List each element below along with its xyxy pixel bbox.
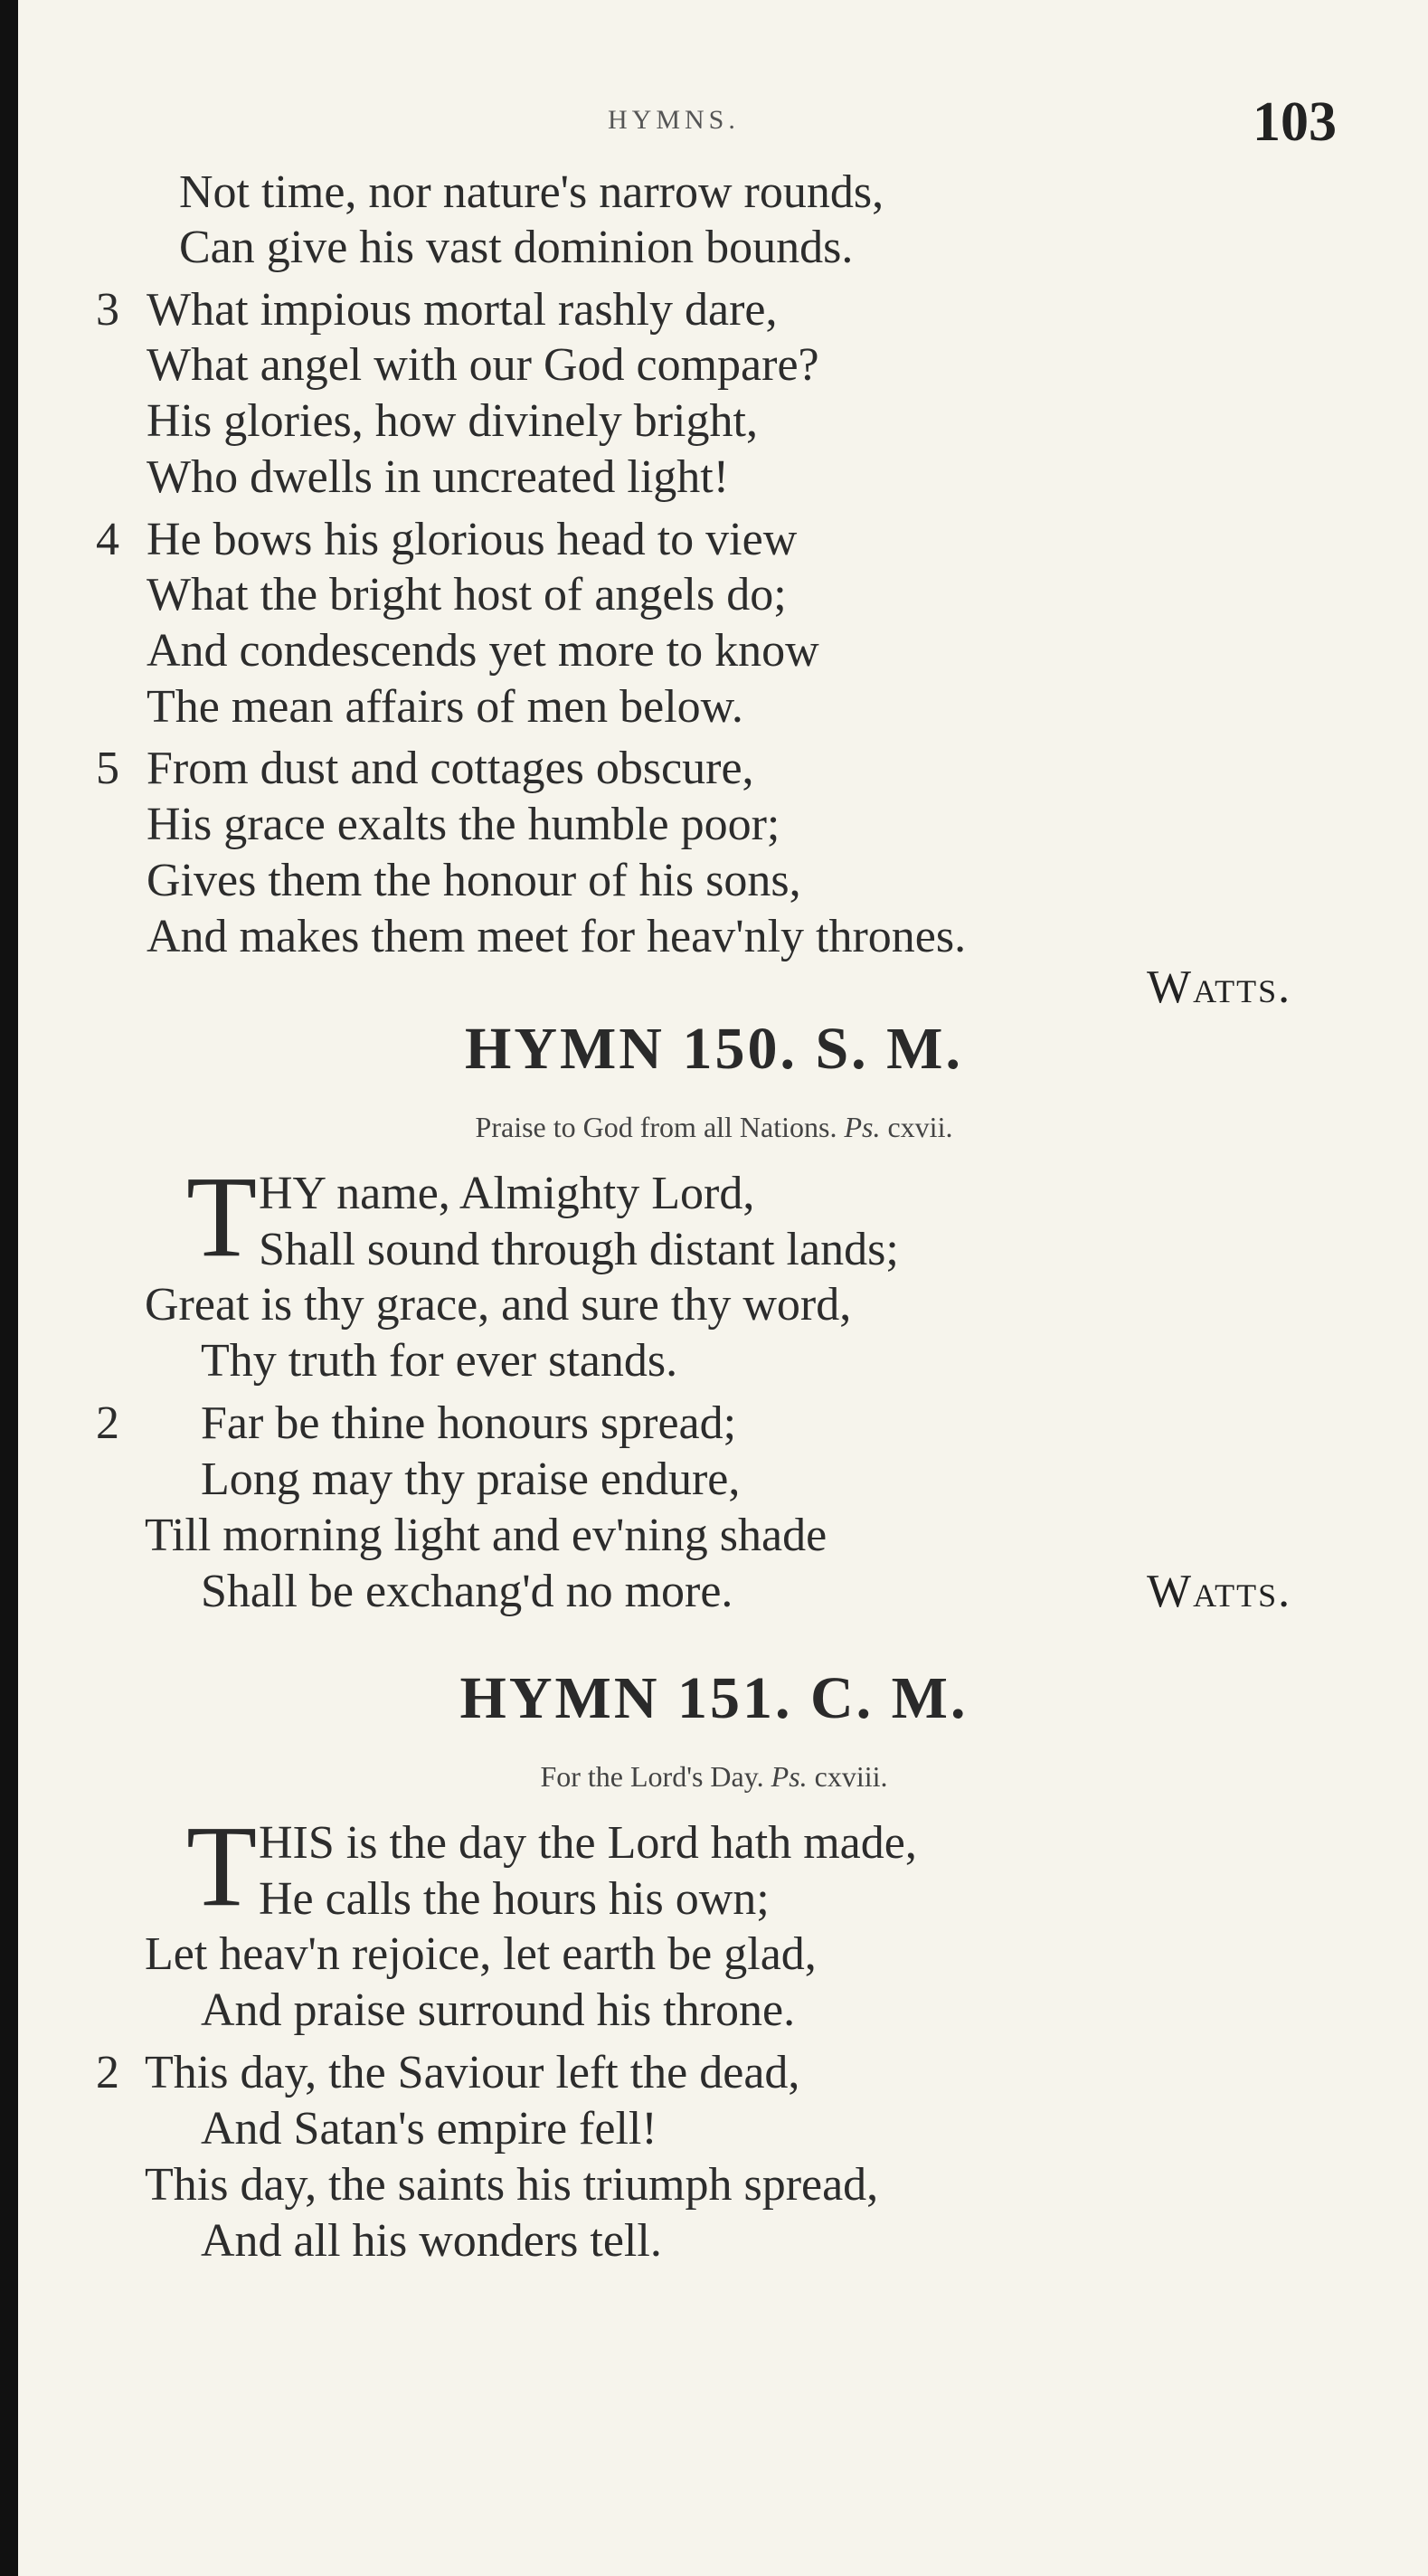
page-number: 103 (1253, 91, 1337, 153)
psalm-number: cxvii. (887, 1111, 953, 1143)
verse-line: From dust and cottages obscure, (147, 743, 754, 794)
author-attribution: Watts. (1147, 1566, 1292, 1617)
stanza-number: 4 (96, 514, 119, 565)
verse-line: Shall be exchang'd no more. (201, 1566, 733, 1617)
verse-line: Far be thine honours spread; (201, 1397, 737, 1449)
verse-line: And makes them meet for heav'nly thrones. (147, 911, 967, 962)
hymn-title: HYMN 150. S. M. (465, 1016, 963, 1082)
verse-line: And praise surround his throne. (201, 1984, 796, 2036)
hymn-subtitle (0, 1760, 1428, 1794)
verse-line: And Satan's empire fell! (201, 2103, 657, 2155)
subtitle-text: Praise to God from all Nations. (475, 1111, 837, 1143)
verse-line: This day, the Saviour left the dead, (145, 2047, 800, 2098)
verse-line: Let heav'n rejoice, let earth be glad, (145, 1928, 817, 1980)
stanza-number: 2 (96, 1397, 119, 1449)
verse-line: Till morning light and ev'ning shade (145, 1510, 827, 1561)
verse-line: And all his wonders tell. (201, 2215, 662, 2267)
verse-line: His grace exalts the humble poor; (147, 799, 780, 850)
verse-line: The mean affairs of men below. (147, 681, 743, 733)
verse-line: And condescends yet more to know (147, 625, 819, 677)
verse-line: HY name, Almighty Lord, (259, 1168, 755, 1219)
verse-line: HIS is the day the Lord hath made, (259, 1817, 917, 1869)
running-title: HYMNS. (608, 105, 740, 135)
page-header (0, 90, 1428, 163)
hymn-subtitle (0, 1111, 1428, 1144)
verse-line: Gives them the honour of his sons, (147, 855, 801, 906)
verse-line: Not time, nor nature's narrow rounds, (179, 166, 884, 218)
stanza-number: 3 (96, 284, 119, 336)
verse-line: This day, the saints his triumph spread, (145, 2159, 879, 2211)
drop-cap: T (186, 1152, 258, 1281)
psalm-number: cxviii. (814, 1760, 888, 1793)
verse-line: What angel with our God compare? (147, 339, 819, 391)
verse-line: Long may thy praise endure, (201, 1454, 741, 1505)
verse-line: What impious mortal rashly dare, (147, 284, 778, 336)
verse-line: Who dwells in uncreated light! (147, 451, 730, 503)
hymn-title: HYMN 151. C. M. (459, 1665, 969, 1731)
drop-cap: T (186, 1802, 258, 1930)
author-attribution: Watts. (1147, 961, 1292, 1013)
stanza-number: 2 (96, 2047, 119, 2098)
verse-line: He calls the hours his own; (259, 1873, 770, 1925)
subtitle-text: For the Lord's Day. (540, 1760, 764, 1793)
verse-line: What the bright host of angels do; (147, 569, 787, 620)
verse-line: Can give his vast dominion bounds. (179, 222, 854, 273)
book-spine-edge (0, 0, 18, 2576)
verse-line: His glories, how divinely bright, (147, 395, 758, 447)
stanza-number: 5 (96, 743, 119, 794)
verse-line: Thy truth for ever stands. (201, 1335, 678, 1387)
verse-line: Shall sound through distant lands; (259, 1224, 899, 1275)
psalm-abbrev: Ps. (771, 1760, 808, 1793)
psalm-abbrev: Ps. (844, 1111, 881, 1143)
verse-line: Great is thy grace, and sure thy word, (145, 1279, 852, 1331)
verse-line: He bows his glorious head to view (147, 514, 798, 565)
